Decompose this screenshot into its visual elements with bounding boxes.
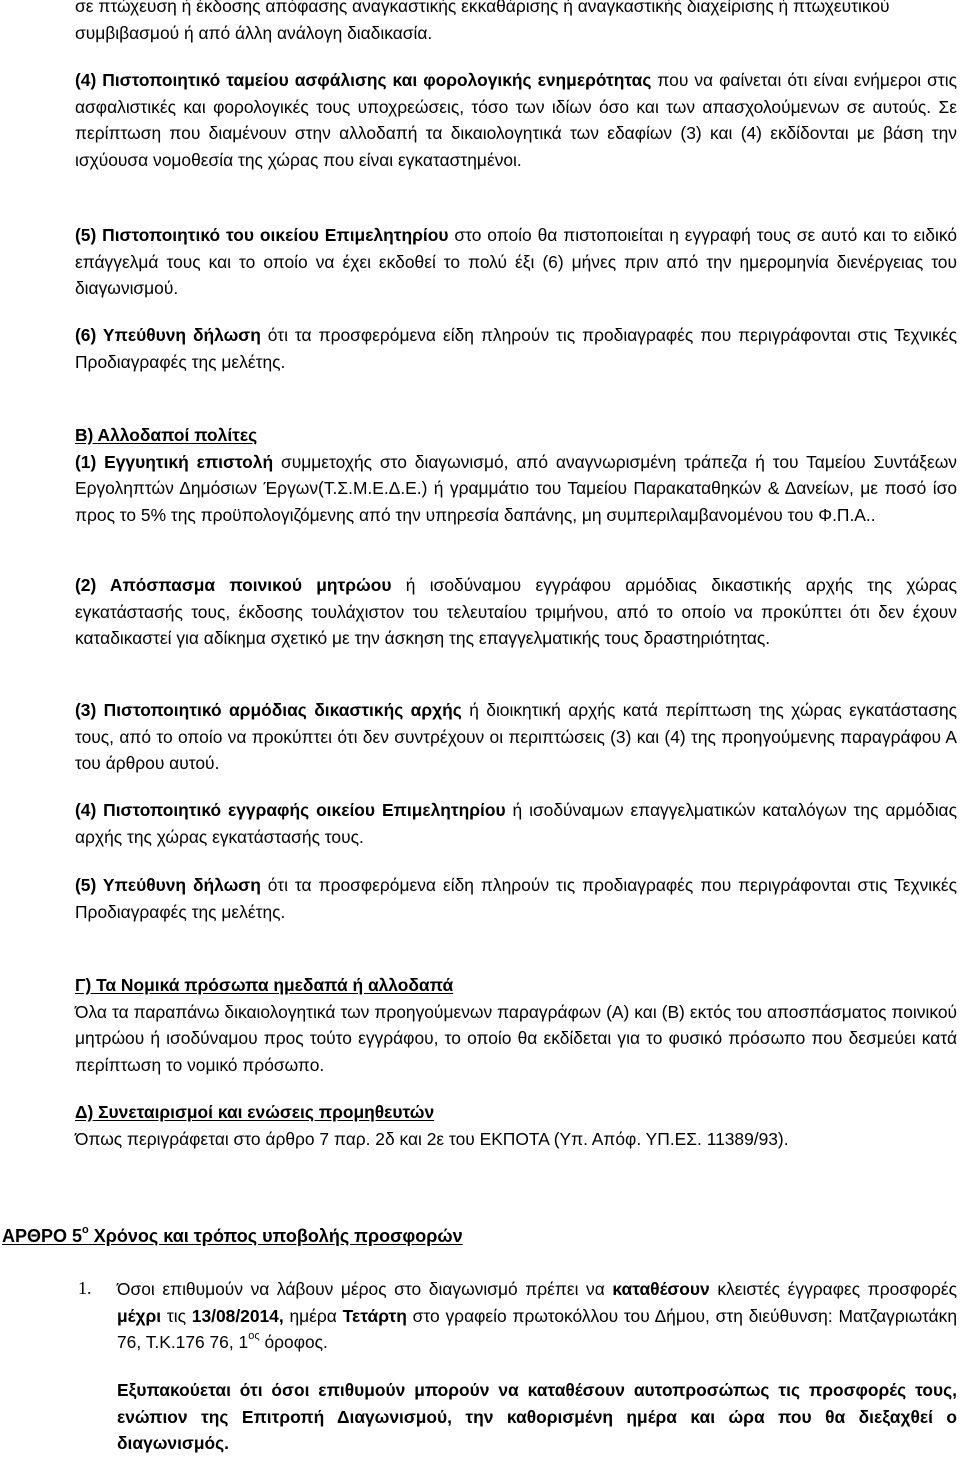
article-heading: ΑΡΘΡΟ $5^o$ Χρόνος και τρόπος υποβολής προσφορών xyxy=(2,1224,463,1246)
item-b1: (1) Εγγυητική επιστολή συμμετοχής στο διαγωνισμό, από αναγνωρισμένη τράπεζα ή του Ταμείου Συντάξεων Εργοληπτών Δημόσιων Έργων(Τ.Σ.Μ.Ε.Δ.Ε.) ή γραμμάτιο του Ταμείου Παρακαταθηκών & Δανείων, με ποσό ίσο προς το 5% της προϋπολογιζόμενης από την υπηρεσία δαπάνης, μη συμπεριλαμβανομένου του Φ.Π.Α.. xyxy=(75,451,957,525)
section-d xyxy=(75,1099,957,1152)
paragraph-a4 xyxy=(75,67,957,173)
section-heading: Β) Αλλοδαποί πολίτες xyxy=(75,425,258,445)
paragraph-text: ότι τα προσφερόμενα είδη πληρούν τις προδιαγραφές που περιγράφονται στις Τεχνικές Προδιαγραφές της μελέτης. xyxy=(75,325,957,372)
paragraph-a5 xyxy=(75,222,957,302)
paragraph-heading: (6) Υπεύθυνη δήλωση xyxy=(75,325,261,345)
list-number: 1. xyxy=(78,1278,92,1298)
section-heading: Δ) Συνεταιρισμοί και ενώσεις προμηθευτών xyxy=(75,1102,435,1122)
item-b3: (3) Πιστοποιητικό αρμόδιας δικαστικής αρχής ή διοικητική αρχής κατά περίπτωση της χώρας εγκατάστασης τους, από το οποίο να προκύπτει ότι δεν συντρέχουν οι περιπτώσεις (3) και (4) της προηγούμενης παραγράφου Α του άρθρου αυτού. xyxy=(75,700,957,773)
list-item-1: Όσοι επιθυμούν να λάβουν μέρος στο διαγωνισμό πρέπει να καταθέσουν κλειστές έγγραφες προσφορές μέχρι τις 13/08/2014, ημέρα Τετάρτη στο γραφείο πρωτοκόλλου του Δήμου, στη διεύθυνση: Ματζαγριωτάκη 76, Τ.Κ.176 76, $1^{o\varsigma}$ όροφος. xyxy=(117,1279,958,1352)
item-b2: (2) Απόσπασμα ποινικού μητρώου ή ισοδύναμου εγγράφου αρμόδιας δικαστικής αρχής της χώρας εγκατάστασής τους, έκδοσης τουλάχιστον του τελευταίου τριμήνου, από το οποίο να προκύπτει ότι δεν έχουν καταδικαστεί για αδίκημα σχετικό με την άσκηση της επαγγελματικής τους δραστηριότητας. xyxy=(75,575,957,648)
section-b xyxy=(75,422,957,528)
section-c xyxy=(75,972,957,1078)
paragraph-a6 xyxy=(75,322,957,375)
paragraph-heading: (5) Πιστοποιητικό του οικείου Επιμελητηρίου xyxy=(75,225,449,245)
paragraph-continuation xyxy=(75,0,957,46)
item-b4: (4) Πιστοποιητικό εγγραφής οικείου Επιμελητηρίου ή ισοδύναμων επαγγελματικών καταλόγων της αρμόδιας αρχής της χώρας εγκατάστασής τους. xyxy=(75,800,957,847)
paragraph-text: σε πτώχευση ή έκδοσης απόφασης αναγκαστικής εκκαθάρισης ή αναγκαστικής διαχείρισης ή πτωχευτικού συμβιβασμού ή από άλλη ανάλογη διαδικασία. xyxy=(75,0,890,43)
section-text: Όπως περιγράφεται στο άρθρο 7 παρ. 2δ και 2ε του ΕΚΠΟΤΑ (Υπ. Απόφ. ΥΠ.ΕΣ. 11389/93). xyxy=(75,1128,789,1149)
section-heading: Γ) Τα Νομικά πρόσωπα ημεδαπά ή αλλοδαπά xyxy=(75,975,454,995)
paragraph-heading: (4) Πιστοποιητικό ταμείου ασφάλισης και φορολογικής ενημερότητας xyxy=(75,70,652,90)
paragraph-text: που να φαίνεται ότι είναι ενήμεροι στις ασφαλιστικές και φορολογικές τους υποχρεώσεις, τόσο των ιδίων όσο και των απασχολούμενων σε αυτούς. Σε περίπτωση που διαμένουν στην αλλοδαπή τα δικαιολογητικά των εδαφίων (3) και (4) εκδίδονται με βάση την ισχύουσα νομοθεσία της χώρας που είναι εγκαταστημένοι. xyxy=(75,70,958,170)
section-text: Όλα τα παραπάνω δικαιολογητικά των προηγούμενων παραγράφων (Α) και (Β) εκτός του αποσπάσματος ποινικού μητρώου ή ισοδύναμου προς τούτο εγγράφου, το οποίο θα εκδίδεται για το φυσικό πρόσωπο που δεσμεύει κατά περίπτωση το νομικό πρόσωπο. xyxy=(75,1001,957,1075)
item-b5: (5) Υπεύθυνη δήλωση ότι τα προσφερόμενα είδη πληρούν τις προδιαγραφές που περιγράφονται στις Τεχνικές Προδιαγραφές της μελέτης. xyxy=(75,875,957,922)
note-paragraph: Εξυπακούεται ότι όσοι επιθυμούν μπορούν να καταθέσουν αυτοπροσώπως τις προσφορές τους, ενώπιον της Επιτροπή Διαγωνισμού, την καθορισμένη ημέρα και ώρα που θα διεξαχθεί ο διαγωνισμός. xyxy=(117,1380,957,1453)
paragraph-text: στο οποίο θα πιστοποιείται η εγγραφή τους σε αυτό και το ειδικό επάγγελμά τους και το οποίο να έχει εκδοθεί το πολύ έξι (6) μήνες πριν από την ημερομηνία διενέργειας του διαγωνισμού. xyxy=(75,225,957,298)
